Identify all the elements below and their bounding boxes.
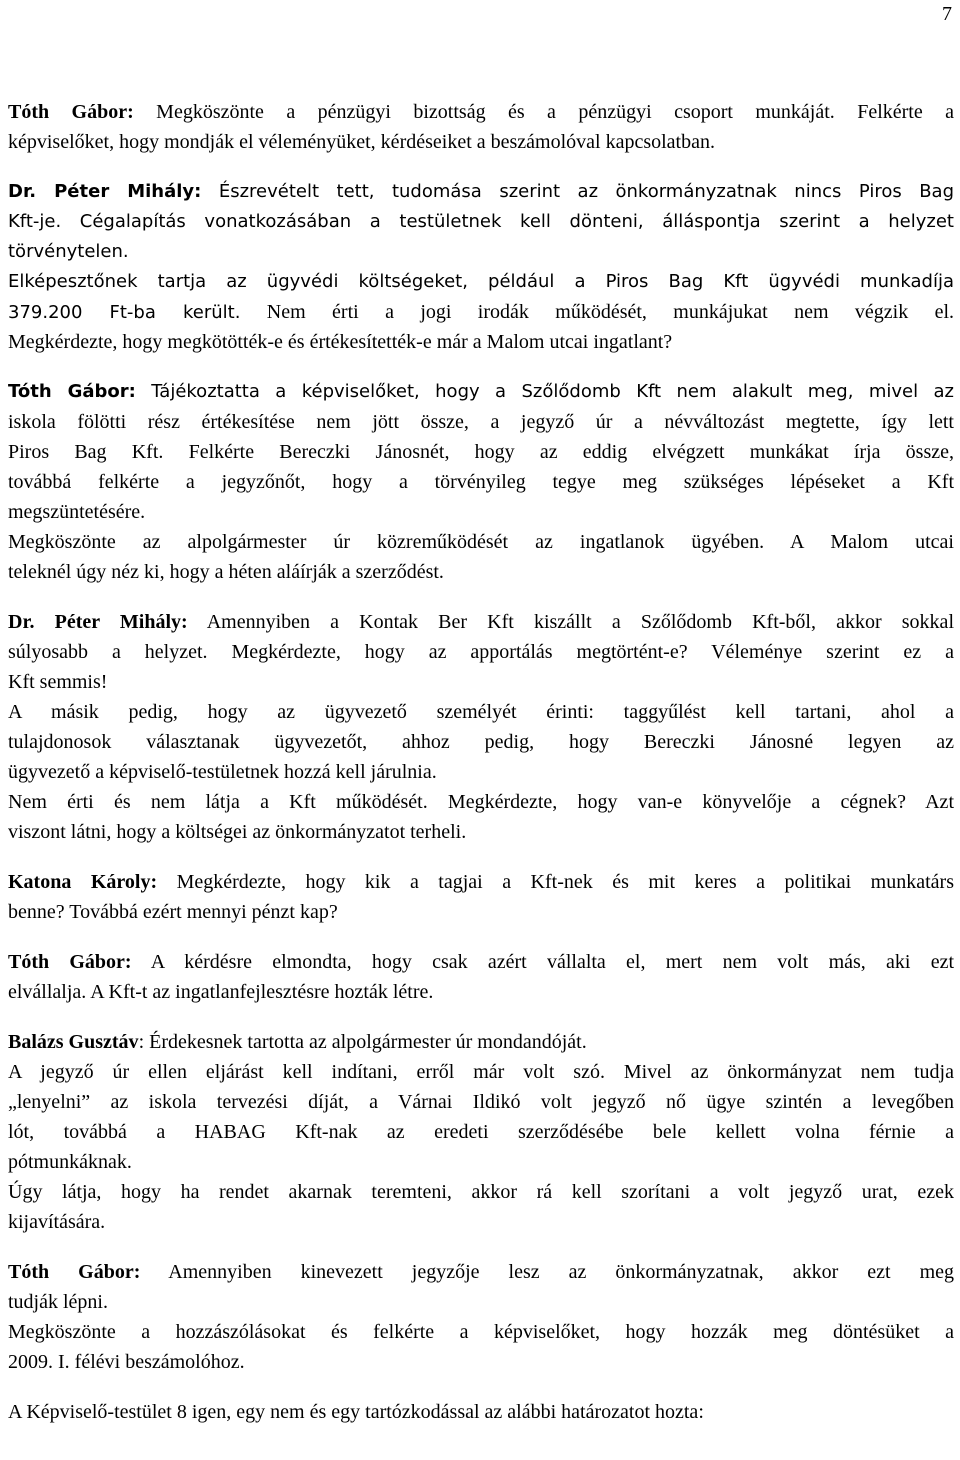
speaker-name: Tóth Gábor: — [8, 101, 134, 123]
text-line: elvállalja. A Kft-t az ingatlanfejlesztésre hozták létre. — [8, 981, 434, 1003]
speaker-name: Tóth Gábor: — [8, 951, 132, 973]
text-line: törvénytelen. — [8, 241, 129, 262]
text-line: Tóth Gábor: Amennyiben kinevezett jegyzője lesz az önkormányzatnak, akkor ezt meg — [8, 1261, 954, 1283]
text-line: Kft-je. Cégalapítás vonatkozásában a testületnek kell dönteni, álláspontja szerint a helyzet — [8, 211, 954, 232]
text-line: Úgy látja, hogy ha rendet akarnak teremteni, akkor rá kell szorítani a volt jegyző urat, ezek — [8, 1181, 954, 1203]
text-line: Tóth Gábor: A kérdésre elmondta, hogy csak azért vállalta el, mert nem volt más, aki ezt — [8, 951, 955, 973]
text-line: benne? Továbbá ezért mennyi pénzt kap? — [8, 901, 338, 923]
text-line: Dr. Péter Mihály: Észrevételt tett, tudomása szerint az önkormányzatnak nincs Piros Bag — [8, 181, 955, 202]
text-line: Elképesztőnek tartja az ügyvédi költségeket, például a Piros Bag Kft ügyvédi munkadíja — [8, 271, 954, 292]
text-line: A másik pedig, hogy az ügyvezető személyét érinti: taggyűlést kell tartani, ahol a — [8, 701, 954, 723]
text-line: tudják lépni. — [8, 1291, 108, 1313]
text-line: ügyvezető a képviselő-testületnek hozzá kell járulnia. — [8, 761, 437, 783]
text-line: iskola fölötti rész értékesítése nem jött össze, a jegyző úr a névváltozást megtette, így lett — [8, 411, 954, 433]
speaker-name: Dr. Péter Mihály: — [8, 611, 188, 633]
text-line: Dr. Péter Mihály: Amennyiben a Kontak Ber Kft kiszállt a Szőlődomb Kft-ből, akkor sokkal — [8, 611, 954, 633]
text-line: kijavítására. — [8, 1211, 106, 1233]
speaker-name: Dr. Péter Mihály: — [8, 181, 202, 202]
text-line: képviselőket, hogy mondják el véleményüket, kérdéseiket a beszámolóval kapcsolatban. — [8, 131, 715, 153]
text-line: teleknél úgy néz ki, hogy a héten aláírják a szerződést. — [8, 561, 444, 583]
text-line: 379.200 Ft-ba került. Nem érti a jogi irodák működését, munkájukat nem végzik el. — [8, 301, 954, 323]
text-line: A jegyző úr ellen eljárást kell indítani, erről már volt szó. Mivel az önkormányzat nem tudja — [8, 1061, 954, 1083]
text-line: 2009. I. félévi beszámolóhoz. — [8, 1351, 245, 1373]
text-line: Nem érti és nem látja a Kft működését. Megkérdezte, hogy van-e könyvelője a cégnek? Azt — [8, 791, 954, 813]
page-number: 7 — [942, 3, 952, 25]
speaker-name: Balázs Gusztáv — [8, 1031, 139, 1053]
text-line: Katona Károly: Megkérdezte, hogy kik a tagjai a Kft-nek és mit keres a politikai munkatárs — [8, 871, 954, 893]
text-line: megszüntetésére. — [8, 501, 146, 523]
text-line: Megkérdezte, hogy megkötötték-e és értékesítették-e már a Malom utcai ingatlant? — [8, 331, 673, 353]
speaker-name: Tóth Gábor: — [8, 381, 136, 402]
text-line: Balázs Gusztáv: Érdekesnek tartotta az alpolgármester úr mondandóját. — [8, 1031, 587, 1053]
text-line: Tóth Gábor: Tájékoztatta a képviselőket, hogy a Szőlődomb Kft nem alakult meg, mivel az — [8, 381, 955, 402]
text-line: pótmunkáknak. — [8, 1151, 132, 1173]
text-line: Megköszönte az alpolgármester úr közreműködését az ingatlanok ügyében. A Malom utcai — [8, 531, 954, 553]
text-line: Piros Bag Kft. Felkérte Bereczki Jánosnét, hogy az eddig elvégzett munkákat írja össze, — [8, 441, 954, 463]
speaker-name: Katona Károly: — [8, 871, 158, 893]
resolution-intro: A Képviselő-testület 8 igen, egy nem és egy tartózkodással az alábbi határozatot hozta: — [8, 1401, 704, 1423]
text-line: súlyosabb a helyzet. Megkérdezte, hogy az apportálás megtörtént-e? Véleménye szerint ez a — [8, 641, 954, 663]
text-line: Megköszönte a hozzászólásokat és felkérte a képviselőket, hogy hozzák meg döntésüket a — [8, 1321, 954, 1343]
text-line: Tóth Gábor: Megköszönte a pénzügyi bizottság és a pénzügyi csoport munkáját. Felkérte a — [8, 101, 955, 123]
speaker-name: Tóth Gábor: — [8, 1261, 141, 1283]
text-line: Kft semmis! — [8, 671, 108, 693]
text-line: „lenyelni” az iskola tervezési díját, a Várnai Ildikó volt jegyző nő ügye szintén a levegőben — [8, 1091, 954, 1113]
text-line: továbbá felkérte a jegyzőnőt, hogy a törvényileg tegye meg szükséges lépéseket a Kft — [8, 471, 954, 493]
text-line: lót, továbbá a HABAG Kft-nak az eredeti szerződésébe bele kellett volna férnie a — [8, 1121, 954, 1143]
text-line: viszont látni, hogy a költségei az önkormányzatot terheli. — [8, 821, 467, 843]
text-line: tulajdonosok választanak ügyvezetőt, ahhoz pedig, hogy Bereczki Jánosné legyen az — [8, 731, 954, 753]
minutes-body — [8, 97, 954, 1427]
